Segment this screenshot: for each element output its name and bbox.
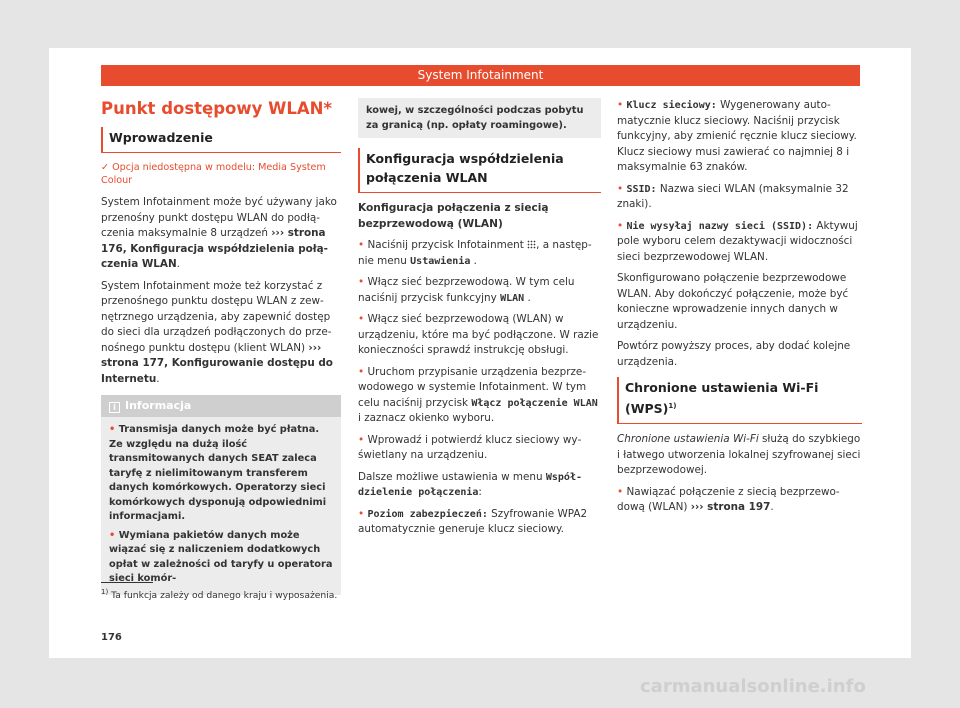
- more-settings: [358, 470, 601, 501]
- step-5: [358, 433, 601, 464]
- wps-step-1: [617, 485, 862, 516]
- info-box-continuation: kowej, w szczególności podczas pobytu za granicą (np. opłaty roamingowe).: [358, 98, 601, 138]
- info-bullet-2: [109, 529, 333, 587]
- bullet-icon: •: [109, 424, 116, 435]
- bullet-icon: •: [617, 99, 624, 111]
- check-icon: ✓: [101, 162, 110, 173]
- option-text: Aktywuj pole wyboru celem dezaktywacji widoczności sieci bezprzewodowej WLAN.: [617, 219, 858, 263]
- bullet-icon: •: [617, 485, 624, 498]
- enable-wlan-button-label: Włącz połączenie WLAN: [471, 397, 598, 409]
- step-2: [358, 275, 601, 306]
- menu-sharing-label: Współdzielenie połączenia: [358, 471, 583, 498]
- option-ssid: [617, 182, 862, 213]
- info-box-body: [101, 417, 341, 595]
- option-label: Nie wysyłaj nazwy sieci (SSID):: [626, 220, 814, 232]
- header-title: System Infotainment: [417, 68, 544, 82]
- column-1: [101, 98, 341, 595]
- intro-paragraph-2: [101, 279, 341, 388]
- footnote-divider: [101, 582, 153, 583]
- option-network-key: [617, 98, 862, 176]
- wps-paragraph: [617, 432, 862, 479]
- column-2: [358, 98, 601, 544]
- chapter-title: Punkt dostępowy WLAN*: [101, 99, 333, 118]
- step-2-text: Włącz sieć bezprzewodową. W tym celu naciśnij przycisk funkcyjny: [358, 276, 575, 304]
- step-4: [358, 365, 601, 427]
- info-bullet-1: [109, 423, 333, 525]
- menu-settings-label: Ustawienia: [410, 255, 471, 267]
- option-security-level: [358, 507, 601, 538]
- step-2-end: .: [524, 291, 531, 304]
- section-heading-wps-text: Chronione ustawienia Wi-Fi (WPS): [625, 380, 819, 417]
- option-label: Klucz sieciowy:: [626, 100, 717, 111]
- subheading-wlan-config: Konfiguracja połączenia z siecią bezprzewodową (WLAN): [358, 202, 549, 230]
- footnote-reference: 1): [668, 402, 677, 410]
- intro-text-1: System Infotainment może być używany jako przenośny punkt dostępu WLAN do podłączenia maksymalnie 8 urządzeń: [101, 196, 337, 239]
- repeat-paragraph: Powtórz powyższy proces, aby dodać kolejne urządzenia.: [617, 340, 851, 368]
- step-4-text: Uruchom przypisanie urządzenia bezprzewodowego w systemie Infotainment. W tym celu naciśnij przycisk: [358, 365, 587, 409]
- footnote-mark: 1): [101, 588, 109, 596]
- step-3-text: Włącz sieć bezprzewodową (WLAN) w urządzeniu, które ma być podłączone. W razie konieczności sprawdź instrukcję obsługi.: [358, 313, 599, 356]
- wps-text: służą do szybkiego i łatwego utworzenia lokalnej szyfrowanej sieci bezprzewodowej.: [617, 433, 861, 477]
- info-box: [101, 395, 341, 595]
- bullet-icon: •: [617, 219, 624, 232]
- option-text: Nazwa sieci WLAN (maksymalnie 32 znaki).: [617, 182, 849, 210]
- wps-term: Chronione ustawienia Wi-Fi: [617, 433, 759, 446]
- step-3: [358, 312, 601, 359]
- cross-reference-link[interactable]: ››› strona 177, Konfigurowanie dostępu do Internetu: [101, 341, 333, 385]
- info-box-title-text: Informacja: [125, 399, 192, 412]
- step-5-text: Wprowadź i potwierdź klucz sieciowy wyświetlany na urządzeniu.: [358, 433, 582, 461]
- intro-text-1-end: .: [176, 258, 180, 270]
- column-3: [617, 98, 862, 522]
- cross-reference-link[interactable]: ››› strona 176, Konfiguracja współdzielenia połączenia WLAN: [101, 227, 328, 270]
- more-settings-end: :: [478, 486, 482, 498]
- page-number: 176: [101, 632, 122, 643]
- bullet-icon: •: [358, 239, 365, 251]
- wps-step-1-text: Nawiązać połączenie z siecią bezprzewodową (WLAN): [617, 485, 840, 514]
- wps-step-1-end: .: [770, 501, 774, 514]
- step-4-end: i zaznacz okienko wyboru.: [358, 412, 495, 424]
- watermark: carmanualsonline.info: [640, 676, 866, 697]
- section-heading-wps: [617, 377, 862, 424]
- footnote: [101, 586, 341, 602]
- intro-paragraph-1: [101, 195, 341, 273]
- more-settings-text: Dalsze możliwe ustawienia w menu: [358, 470, 546, 483]
- wlan-button-label: WLAN: [500, 292, 525, 304]
- bullet-icon: •: [358, 313, 365, 325]
- option-text: Wygenerowany automatycznie klucz sieciowy. Naciśnij przycisk funkcyjny, aby zmienić ręcznie klucz sieciowy. Klucz sieciowy musi zawierać co najmniej 8 i maksymalnie 63 znaków.: [617, 99, 857, 173]
- availability-note: [101, 161, 341, 187]
- availability-note-text: Opcja niedostępna w modelu: Media System Colour: [101, 162, 326, 186]
- intro-text-2-end: .: [156, 372, 160, 385]
- info-icon: i: [109, 402, 120, 413]
- bullet-icon: •: [109, 529, 116, 541]
- footnote-text: Ta funkcja zależy od danego kraju i wyposażenia.: [111, 590, 338, 602]
- option-label: Poziom zabezpieczeń:: [367, 508, 488, 520]
- infotainment-grid-icon: [527, 240, 536, 249]
- info-bullet-1-text: Transmisja danych może być płatna. Ze względu na dużą ilość transmitowanych danych SEAT zaleca taryfę z nielimitowanym transferem danych komórkowych. Operatorzy sieci komórkowych dysponują odpowiednimi informacjami.: [109, 424, 327, 522]
- intro-text-2: System Infotainment może też korzystać z przenośnego punktu dostępu WLAN z zewnętrznego urządzenia, aby zapewnić dostęp do sieci dla urządzeń podłączonych do przenośnego punktu dostępu (klient WLAN): [101, 279, 332, 354]
- step-1-text: Naciśnij przycisk Infotainment: [367, 239, 528, 251]
- step-1: [358, 238, 601, 269]
- bullet-icon: •: [358, 507, 365, 520]
- info-box-title: [101, 395, 341, 417]
- section-heading-introduction: Wprowadzenie: [101, 127, 341, 153]
- info-bullet-2-text: Wymiana pakietów danych może wiązać się z naliczeniem dodatkowych opłat w zależności od taryfy u operatora sieci komór-: [109, 529, 333, 584]
- option-label: SSID:: [626, 183, 657, 195]
- option-hide-ssid: [617, 219, 862, 266]
- configured-paragraph: Skonfigurowano połączenie bezprzewodowe WLAN. Aby dokończyć połączenie, może być konieczne wprowadzenie innych danych w urządzeniu.: [617, 272, 849, 331]
- bullet-icon: •: [358, 276, 365, 288]
- section-heading-wlan-sharing: Konfiguracja współdzielenia połączenia WLAN: [358, 148, 601, 193]
- option-text: Szyfrowanie WPA2 automatycznie generuje klucz sieciowy.: [358, 507, 588, 535]
- bullet-icon: •: [617, 182, 624, 195]
- bullet-icon: •: [358, 433, 365, 446]
- cross-reference-link[interactable]: ››› strona 197: [690, 501, 771, 514]
- step-1-text-b: , a następnie menu: [358, 239, 592, 267]
- step-1-end: .: [470, 254, 477, 267]
- bullet-icon: •: [358, 365, 365, 378]
